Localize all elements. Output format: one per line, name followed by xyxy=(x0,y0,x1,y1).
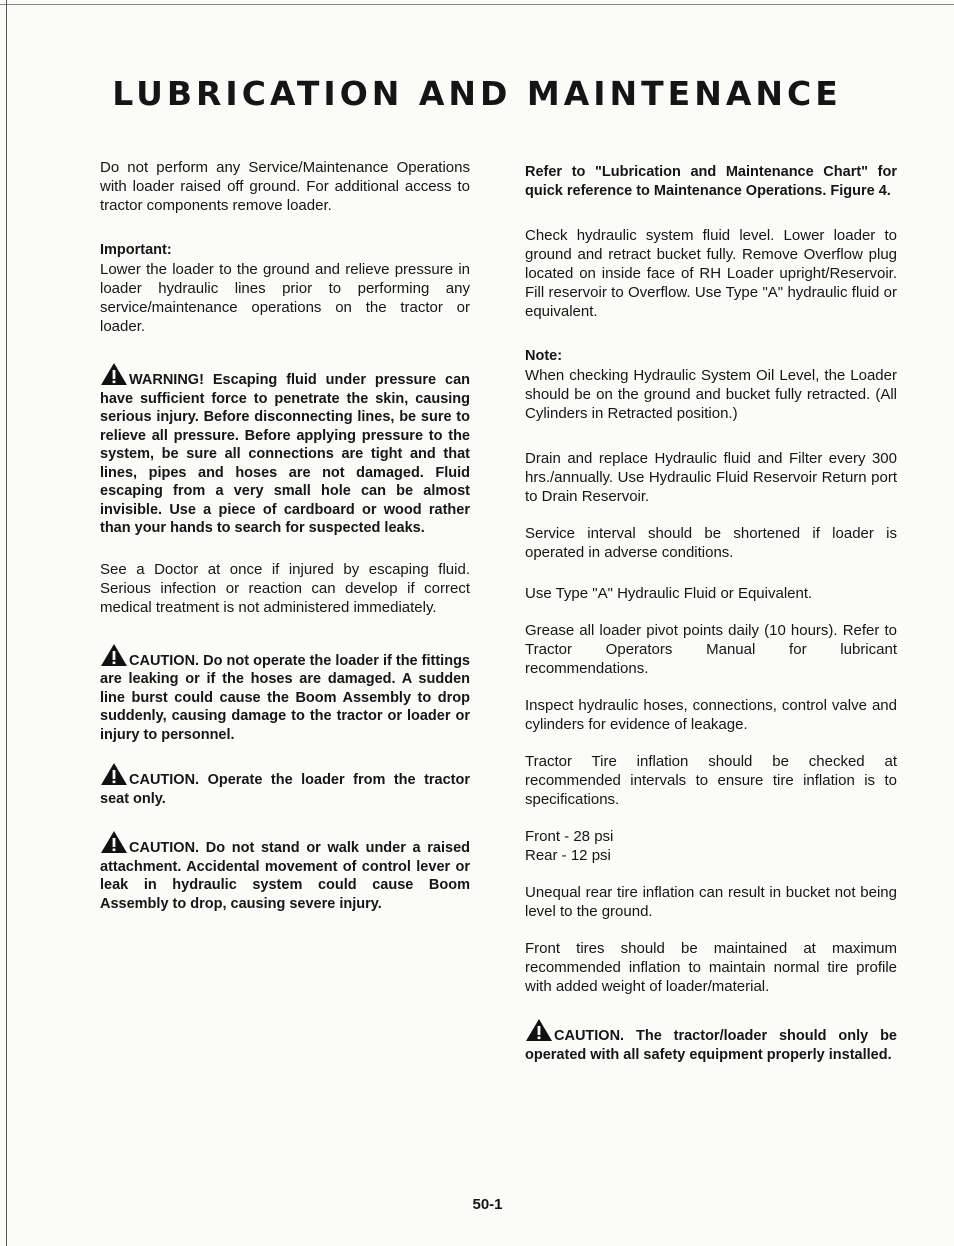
inspect-paragraph: Inspect hydraulic hoses, connections, control valve and cylinders for evidence of leakage. xyxy=(525,697,897,733)
front-psi: Front - 28 psi xyxy=(525,828,614,845)
left-column xyxy=(100,158,470,913)
caution-block-1 xyxy=(100,643,470,745)
warning-text: Escaping fluid under pressure can have sufficient force to penetrate the skin, causing serious injury. Before disconnecting lines, be sure to relieve all pressure. Before applying pressure to the system, be sure all connections are tight and that lines, pipes and hoses are not damaged. Fluid escaping from a very small hole can be almost invisible. Use a piece of cardboard or wood rather than your hands to search for suspected leaks. xyxy=(100,372,471,536)
caution-block-4 xyxy=(525,1018,897,1064)
note-label: Note: xyxy=(525,348,563,364)
caution-text: Do not stand or walk under a raised attachment. Accidental movement of control lever or leak in hydraulic system could cause Boom Assembly to drop, causing severe injury. xyxy=(100,840,470,912)
check-fluid-paragraph: Check hydraulic system fluid level. Lower loader to ground and retract bucket fully. Remove Overflow plug located on inside face of RH Loader upright/Reservoir. Fill reservoir to Overflow. Use Type "A" hydraulic fluid or equivalent. xyxy=(525,227,897,320)
page-title: LUBRICATION AND MAINTENANCE xyxy=(112,74,842,113)
fluid-type-paragraph: Use Type "A" Hydraulic Fluid or Equivalent. xyxy=(525,585,813,602)
caution-text: Do not operate the loader if the fittings are leaking or if the hoses are damaged. A sudden line burst could cause the Boom Assembly to drop suddenly, causing damage to the tractor or loader or injury to personnel. xyxy=(100,652,470,743)
caution-text: The tractor/loader should only be operated with all safety equipment properly installed. xyxy=(525,1028,897,1063)
warning-triangle-icon xyxy=(100,362,128,386)
caution-triangle-icon xyxy=(525,1018,553,1042)
warning-label: WARNING! xyxy=(129,372,204,388)
grease-paragraph: Grease all loader pivot points daily (10 hours). Refer to Tractor Operators Manual for lubricant recommendations. xyxy=(525,622,897,677)
note-paragraph: When checking Hydraulic System Oil Level, the Loader should be on the ground and bucket fully retracted. (All Cylinders in Retracted position.) xyxy=(525,367,897,422)
caution-block-3 xyxy=(100,830,470,913)
caution-label: CAUTION. xyxy=(129,652,200,669)
drain-paragraph: Drain and replace Hydraulic fluid and Filter every 300 hrs./annually. Use Hydraulic Fluid Reservoir Return port to Drain Reservoir. xyxy=(525,450,897,505)
caution-text: Operate the loader from the tractor seat only. xyxy=(100,772,471,807)
caution-label: CAUTION. xyxy=(129,840,200,856)
important-label: Important: xyxy=(100,242,172,258)
front-tires-paragraph: Front tires should be maintained at maximum recommended inflation to maintain normal tire profile with added weight of loader/material. xyxy=(525,940,897,995)
refer-paragraph: Refer to "Lubrication and Maintenance Chart" for quick reference to Maintenance Operations. Figure 4. xyxy=(525,164,897,199)
tire-inflation-paragraph: Tractor Tire inflation should be checked at recommended intervals to ensure tire inflation is to specifications. xyxy=(525,753,897,808)
important-paragraph: Lower the loader to the ground and relieve pressure in loader hydraulic lines prior to performing any service/maintenance operations on the tractor or loader. xyxy=(100,261,470,335)
rear-psi: Rear - 12 psi xyxy=(525,847,611,864)
caution-triangle-icon xyxy=(100,643,128,667)
caution-triangle-icon xyxy=(100,762,128,786)
service-interval-paragraph: Service interval should be shortened if loader is operated in adverse conditions. xyxy=(525,525,897,561)
intro-paragraph: Do not perform any Service/Maintenance Operations with loader raised off ground. For additional access to tractor components remove loader. xyxy=(100,159,470,214)
right-column xyxy=(525,163,897,1064)
caution-label: CAUTION. xyxy=(129,772,200,788)
unequal-inflation-paragraph: Unequal rear tire inflation can result in bucket not being level to the ground. xyxy=(525,884,897,920)
page-edge-left xyxy=(6,0,7,1246)
caution-label: CAUTION. xyxy=(554,1028,625,1044)
caution-triangle-icon xyxy=(100,830,128,854)
page-edge-top xyxy=(0,4,954,5)
doctor-paragraph: See a Doctor at once if injured by escaping fluid. Serious infection or reaction can develop if correct medical treatment is not administered immediately. xyxy=(100,560,470,616)
warning-block xyxy=(100,362,470,538)
page-number: 50-1 xyxy=(472,1196,503,1213)
caution-block-2 xyxy=(100,762,470,808)
